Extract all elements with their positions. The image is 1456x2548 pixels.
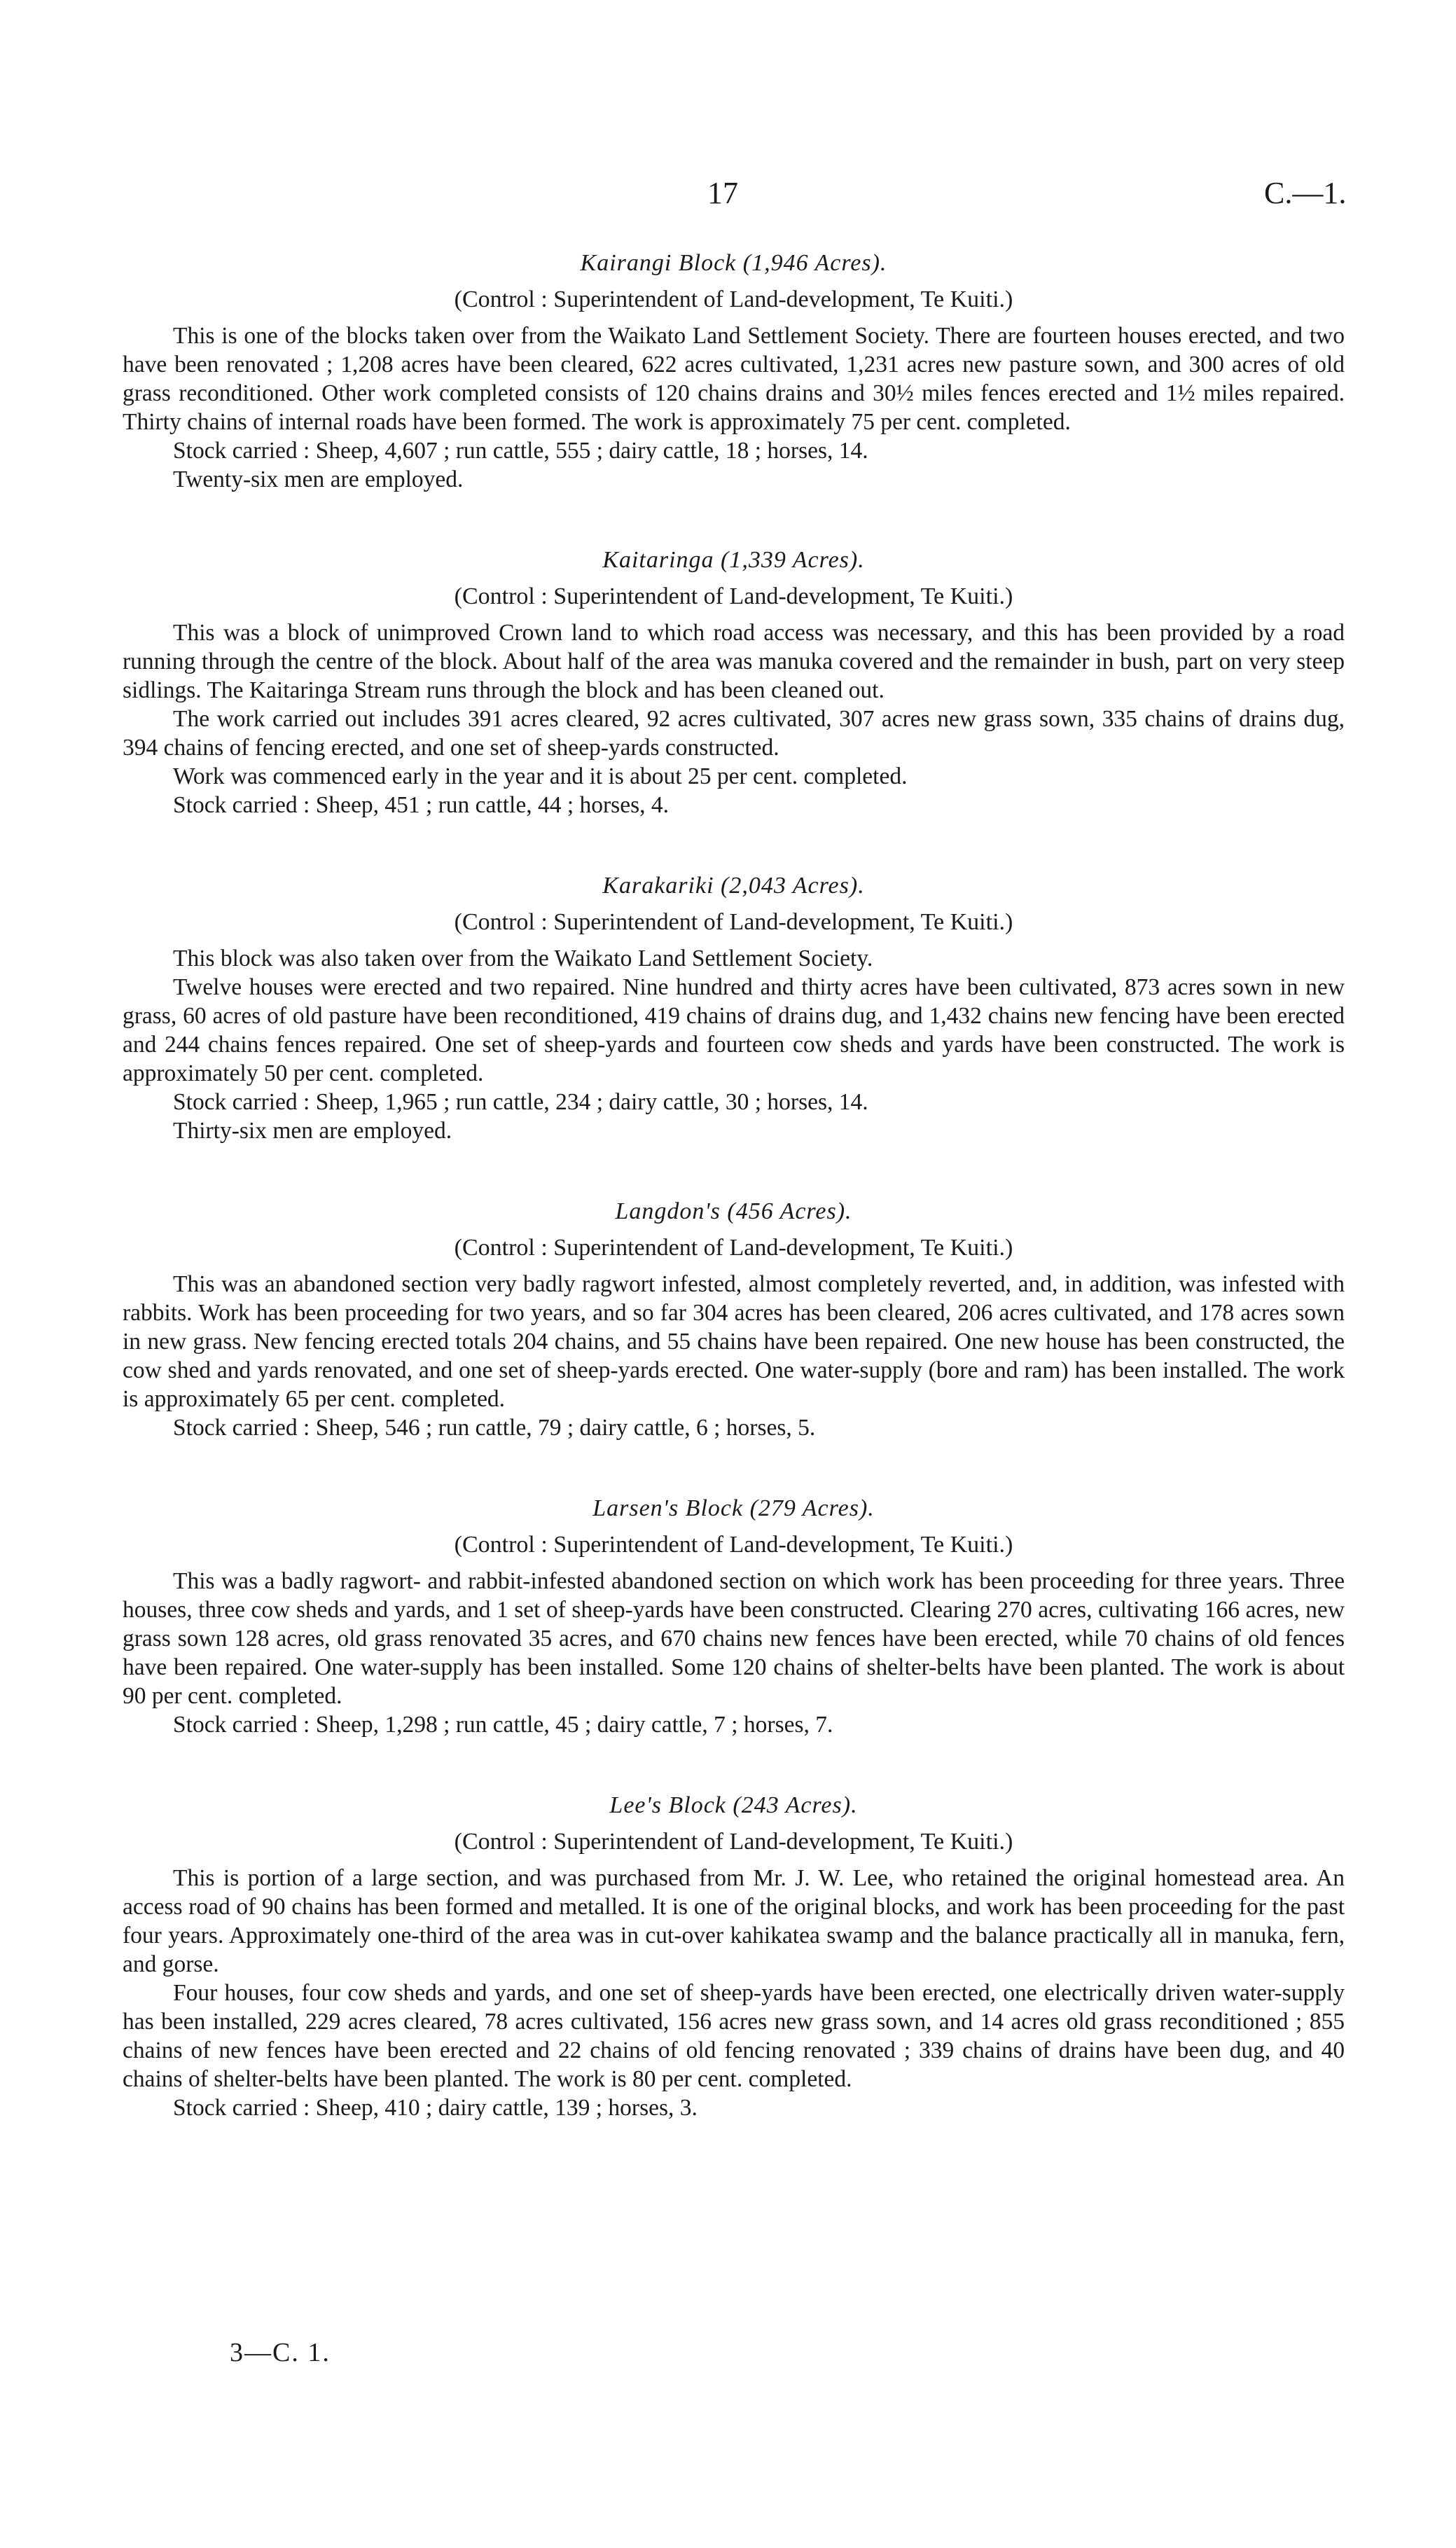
paragraph: Four houses, four cow sheds and yards, and one set of sheep-yards have been erected, one electrically driven water-supply has been installed, 229 acres cleared, 78 acres cultivated, 156 acres new grass sown, and 14 acres old grass reconditioned ; 855 chains of new fences have been erected and 22 chains of old fencing renovated ; 339 chains of drains have been dug, and 40 chains of shelter-belts have been planted. The work is 80 per cent. completed. — [123, 1980, 1345, 2092]
section-lees-block — [123, 1791, 1345, 2122]
section-heading: Lee's Block (243 Acres). — [609, 1792, 858, 1818]
paragraph: This was a badly ragwort- and rabbit-infested abandoned section on which work has been proceeding for three years. Three houses, three cow sheds and yards, and 1 set of sheep-yards have been constructed. Clearing 270 acres, cultivating 166 acres, new grass sown 128 acres, old grass renovated 35 acres, and 670 chains new fences have been erected, while 70 chains of old fences have been repaired. One water-supply has been installed. Some 120 chains of shelter-belts have been planted. The work is about 90 per cent. completed. — [123, 1568, 1345, 1709]
page-number: 17 — [707, 176, 738, 210]
paragraph: Thirty-six men are employed. — [173, 1118, 452, 1144]
paragraph: Stock carried : Sheep, 4,607 ; run cattle, 555 ; dairy cattle, 18 ; horses, 14. — [173, 438, 868, 464]
paragraph: Work was commenced early in the year and it is about 25 per cent. completed. — [173, 763, 908, 789]
section-larsens-block — [123, 1494, 1345, 1739]
section-heading: Karakariki (2,043 Acres). — [602, 873, 865, 899]
section-control: (Control : Superintendent of Land-development, Te Kuiti.) — [454, 909, 1013, 935]
signature-mark: 3—C. 1. — [230, 2338, 331, 2367]
paragraph: Stock carried : Sheep, 410 ; dairy cattle, 139 ; horses, 3. — [173, 2095, 698, 2121]
paragraph: Twelve houses were erected and two repaired. Nine hundred and thirty acres have been cultivated, 873 acres sown in new grass, 60 acres of old pasture have been reconditioned, 419 chains of drains dug, and 1,432 chains new fencing have been erected and 244 chains fences repaired. One set of sheep-yards and fourteen cow sheds and yards have been constructed. The work is approximately 50 per cent. completed. — [123, 974, 1345, 1086]
section-heading: Kairangi Block (1,946 Acres). — [580, 250, 887, 276]
section-control: (Control : Superintendent of Land-development, Te Kuiti.) — [454, 286, 1013, 312]
section-langdons — [123, 1197, 1345, 1442]
section-control: (Control : Superintendent of Land-development, Te Kuiti.) — [454, 1532, 1013, 1558]
section-kaitaringa — [123, 546, 1345, 819]
paragraph: Stock carried : Sheep, 451 ; run cattle, 44 ; horses, 4. — [173, 792, 669, 818]
paragraph: This was an abandoned section very badly ragwort infested, almost completely reverted, and, in addition, was infested with rabbits. Work has been proceeding for two years, and so far 304 acres has been cleared, 206 acres cultivated, and 178 acres sown in new grass. New fencing erected totals 204 chains, and 55 chains have been repaired. One new house has been constructed, the cow shed and yards renovated, and one set of sheep-yards erected. One water-supply (bore and ram) has been installed. The work is approximately 65 per cent. completed. — [123, 1271, 1345, 1412]
paragraph: Stock carried : Sheep, 1,298 ; run cattle, 45 ; dairy cattle, 7 ; horses, 7. — [173, 1712, 833, 1738]
document-body — [123, 249, 1345, 2122]
section-kairangi-block — [123, 249, 1345, 494]
section-control: (Control : Superintendent of Land-development, Te Kuiti.) — [454, 583, 1013, 609]
section-control: (Control : Superintendent of Land-development, Te Kuiti.) — [454, 1235, 1013, 1261]
paragraph: Stock carried : Sheep, 546 ; run cattle, 79 ; dairy cattle, 6 ; horses, 5. — [173, 1415, 816, 1441]
section-heading: Langdon's (456 Acres). — [615, 1198, 852, 1224]
section-karakariki — [123, 871, 1345, 1145]
paragraph: Twenty-six men are employed. — [173, 466, 464, 492]
section-control: (Control : Superintendent of Land-development, Te Kuiti.) — [454, 1829, 1013, 1855]
paragraph: This is portion of a large section, and was purchased from Mr. J. W. Lee, who retained the original homestead area. An access road of 90 chains has been formed and metalled. It is one of the original blocks, and work has been proceeding for the past four years. Approximately one-third of the area was in cut-over kahikatea swamp and the balance practically all in manuka, fern, and gorse. — [123, 1865, 1345, 1977]
document-reference: C.—1. — [1264, 176, 1347, 210]
paragraph: This was a block of unimproved Crown land to which road access was necessary, and this has been provided by a road running through the centre of the block. About half of the area was manuka covered and the remainder in bush, part on very steep sidlings. The Kaitaringa Stream runs through the block and has been cleaned out. — [123, 620, 1345, 703]
paragraph: This is one of the blocks taken over from the Waikato Land Settlement Society. There are fourteen houses erected, and two have been renovated ; 1,208 acres have been cleared, 622 acres cultivated, 1,231 acres new pasture sown, and 300 acres of old grass reconditioned. Other work completed consists of 120 chains drains and 30½ miles fences erected and 1½ miles repaired. Thirty chains of internal roads have been formed. The work is approximately 75 per cent. completed. — [123, 323, 1345, 435]
paragraph: Stock carried : Sheep, 1,965 ; run cattle, 234 ; dairy cattle, 30 ; horses, 14. — [173, 1089, 868, 1115]
paragraph: The work carried out includes 391 acres cleared, 92 acres cultivated, 307 acres new grass sown, 335 chains of drains dug, 394 chains of fencing erected, and one set of sheep-yards constructed. — [123, 706, 1345, 761]
section-heading: Larsen's Block (279 Acres). — [592, 1495, 875, 1521]
section-heading: Kaitaringa (1,339 Acres). — [602, 547, 865, 573]
paragraph: This block was also taken over from the Waikato Land Settlement Society. — [173, 946, 873, 971]
